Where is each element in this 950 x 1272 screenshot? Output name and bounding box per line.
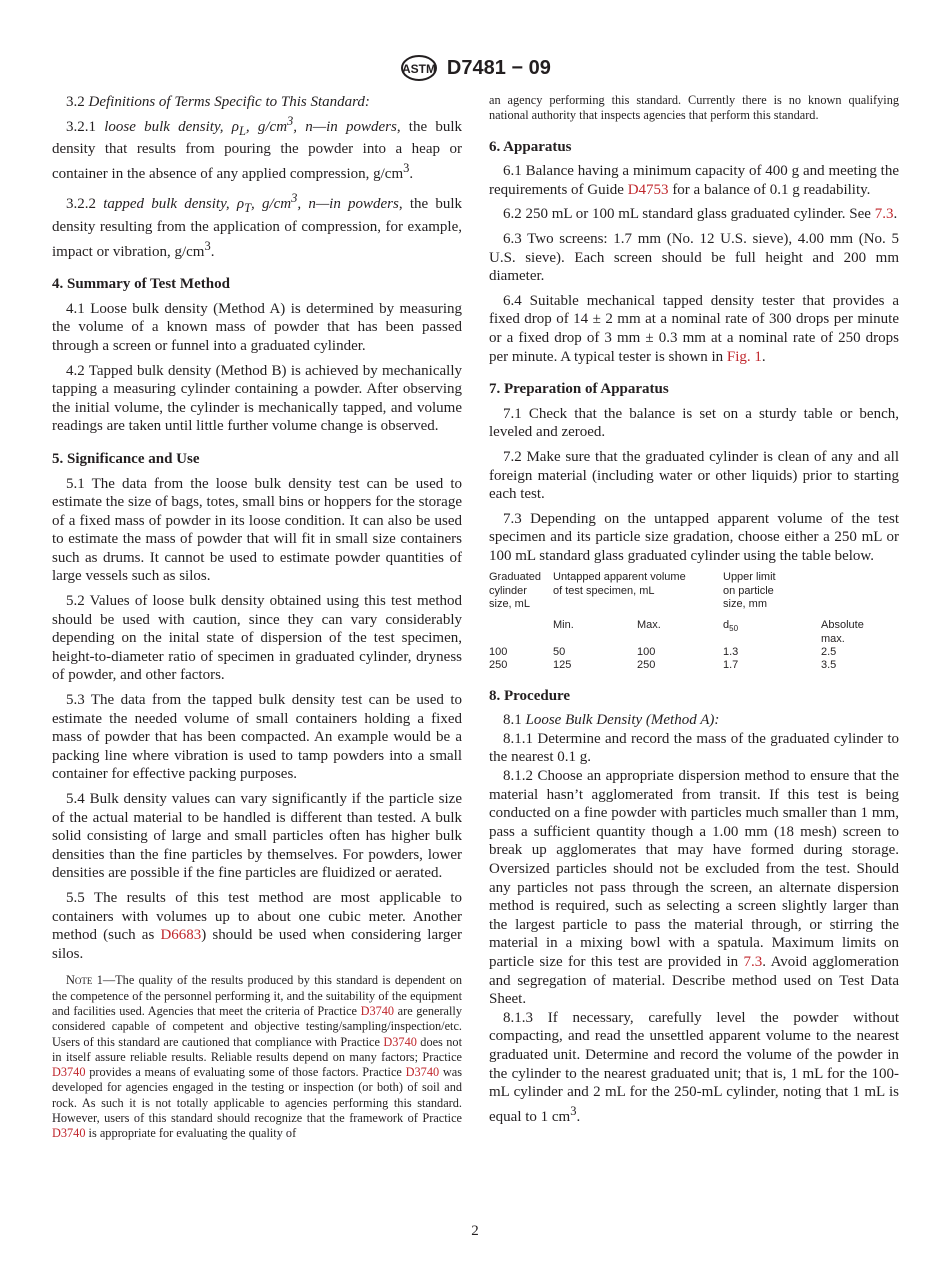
section-7-2: 7.2 Make sure that the graduated cylinder is clean of any and all foreign material (including water or other liquids) prior to starting each test. <box>489 448 899 503</box>
note-1-continued: an agency performing this standard. Currently there is no known qualifying national authority that inspects agencies that perform this standard. <box>489 93 899 123</box>
col-header-volume: Untapped apparent volume of test specimen, mL <box>553 571 686 597</box>
section-5-3: 5.3 The data from the tapped bulk density test can be used to estimate the needed volume of small containers holding a fixed mass of powder that has been compacted. An example would be a packing line where vibration is used to tamp powders into a small container for effective packing purposes. <box>52 692 462 783</box>
link-d3740[interactable]: D3740 <box>405 1065 440 1080</box>
section-6-4: 6.4 Suitable mechanical tapped density tester that provides a fixed drop of 14 ± 2 mm at a nominal rate of 300 drops per minute or a fixed drop of 3 mm ± 0.3 mm at a nominal rate of 250 drops per minute. A typical tester is shown in Fig. 1. <box>489 292 899 365</box>
subheader-absolute-max: Absolute max. <box>821 619 864 645</box>
section-8-1-2: 8.1.2 Choose an appropriate dispersion method to ensure that the material hasn’t agglomerated from transit. If this test is being conducted on a fine powder with particles much smaller than 1 mm, pass a sufficient quantity though a 1.00 mm (18 mesh) screen to break up agglomerates that may have formed during storage. Oversized particles should not be excluded from the test. Should any particles not pass through the screen, an alternate dispersion method is required, such as selecting a screen slightly larger than the largest particle to pass the material through, or stirring the material in a mixing bowl with a spatula. Maximum limits on particle size for this test are provided in 7.3. Avoid agglomeration and segregation of material. Describe method used on Test Data Sheet. <box>489 768 899 1008</box>
link-d4753[interactable]: D4753 <box>627 181 669 198</box>
col-header-particle: Upper limit on particle size, mm <box>723 571 776 611</box>
link-7-3[interactable]: 7.3 <box>743 953 763 970</box>
section-5-2: 5.2 Values of loose bulk density obtained using this test method should be used with caution, since they can vary considerably depending on the inital state of dispersion of the test specimen, height-to-diameter ratio of specimen in graduated cylinder, dryness of powder, and other factors. <box>52 593 462 684</box>
cylinder-size-table <box>489 571 899 672</box>
section-7-3: 7.3 Depending on the untapped apparent volume of the test specimen and its particle size gradation, choose either a 250 mL or 100 mL standard glass graduated cylinder using the table below. <box>489 510 899 564</box>
heading-4: 4. Summary of Test Method <box>52 276 230 293</box>
svg-text:ASTM: ASTM <box>402 62 437 76</box>
link-d3740[interactable]: D3740 <box>383 1034 417 1049</box>
heading-6: 6. Apparatus <box>489 138 572 155</box>
section-5-4: 5.4 Bulk density values can vary significantly if the particle size of the actual material to be handled is different than tested. A bulk solid consisting of large and small particles often has higher bulk densities than the fine particles by themselves. For powders, lower densities are possible if the fine particles are fluidized or aerated. <box>52 791 462 882</box>
right-column <box>489 93 899 1132</box>
left-column <box>52 93 462 1148</box>
section-3-2-2: 3.2.2 tapped bulk density, $\rho_T$, $g/cm^3$, n—in powders, the bulk density resulting from the application of compression, for example, impact or vibration, $g/cm^3$. <box>52 191 463 260</box>
section-8-1-1: 8.1.1 Determine and record the mass of the graduated cylinder to the nearest 0.1 g. <box>489 730 899 766</box>
link-fig-1[interactable]: Fig. 1 <box>726 348 762 365</box>
heading-5: 5. Significance and Use <box>52 450 200 467</box>
heading-8: 8. Procedure <box>489 687 571 704</box>
heading-7: 7. Preparation of Apparatus <box>489 381 669 398</box>
section-5-1: 5.1 The data from the loose bulk density test can be used to estimate the size of bags, totes, small bins or hoppers for the storage of a fixed mass of powder in its loose condition. It can also be used to estimate the mass of powder that will fit in small size containers such as drums. It cannot be used to estimate powder quantities of large vessels such as silos. <box>52 475 462 585</box>
section-6-3: 6.3 Two screens: 1.7 mm (No. 12 U.S. sieve), 4.00 mm (No. 5 U.S. sieve). Each screen should be full height and 200 mm diameter. <box>489 230 899 285</box>
section-3-2-1: 3.2.1 loose bulk density, $\rho_L$, $g/cm^3$, n—in powders, the bulk density that results from pouring the powder into a heap or container in the absence of any applied compression, $g/cm^3$. <box>52 113 462 182</box>
col-header-cylinder: Graduated cylinder size, mL <box>489 571 541 611</box>
table-row: 100 50 100 1.3 2.5 <box>489 646 837 659</box>
section-4-1: 4.1 Loose bulk density (Method A) is determined by measuring the volume of a known mass of powder that has been passed through a screen or funnel into a graduated cylinder. <box>52 300 462 354</box>
section-7-1: 7.1 Check that the balance is set on a sturdy table or bench, leveled and zeroed. <box>489 405 899 441</box>
link-7-3[interactable]: 7.3 <box>874 206 894 223</box>
section-3-2: 3.2 Definitions of Terms Specific to This Standard: <box>66 94 370 110</box>
link-d3740[interactable]: D3740 <box>360 1003 395 1018</box>
subheader-d50: $d_{50}$ <box>723 619 739 634</box>
page-number: 2 <box>471 1223 479 1239</box>
section-8-1: 8.1 Loose Bulk Density (Method A): <box>503 712 720 729</box>
section-5-5: 5.5 The results of this test method are most applicable to containers with volumes up to about one cubic meter. Another method (such as D6683) should be used when considering larger silos. <box>52 889 463 962</box>
link-d3740[interactable]: D3740 <box>52 1126 86 1141</box>
section-8-1-3: 8.1.3 If necessary, carefully level the powder without compacting, and read the unsettled apparent volume to the nearest graduated unit. Determine and record the volume of the powder in the cylinder to the nearest graduated unit; that is, 1 mL for the 100-mL cylinder and 2 mL for the 250-mL cylinder, noting that 1 mL is equal to 1 $cm^3$. <box>489 1009 899 1125</box>
section-6-2: 6.2 250 mL or 100 mL standard glass graduated cylinder. See 7.3. <box>503 206 898 223</box>
subheader-min: Min. <box>553 619 574 632</box>
subheader-max: Max. <box>637 619 661 632</box>
note-1: Note 1—The quality of the results produced by this standard is dependent on the competence of the personnel performing it, and the suitability of the equipment and facilities used. Agencies that meet the criteria of Practice D3740 are generally considered capable of competent and objective testing/sampling/inspection/etc. Users of this standard are cautioned that compliance with Practice D3740 does not in itself assure reliable results. Reliable results depend on many factors; Practice D3740 provides a means of evaluating some of those factors. Practice D3740 was developed for agencies engaged in the testing or inspection (or both) of soil and rock. As such it is not totally applicable to agencies performing this standard. However, users of this standard should recognize that the framework of Practice D3740 is appropriate for evaluating the quality of <box>52 973 462 1141</box>
section-4-2: 4.2 Tapped bulk density (Method B) is achieved by mechanically tapping a measuring cylinder containing a powder. After observing the initial volume, the cylinder is mechanically tapped, and volume readings are taken until little further volume change is observed. <box>52 362 462 435</box>
section-6-1: 6.1 Balance having a minimum capacity of 400 g and meeting the requirements of Guide D4753 for a balance of 0.1 g readability. <box>489 163 899 198</box>
table-row: 250 125 250 1.7 3.5 <box>489 659 837 672</box>
link-d3740[interactable]: D3740 <box>52 1065 86 1080</box>
page-header <box>0 54 950 82</box>
link-d6683[interactable]: D6683 <box>160 927 202 944</box>
document-id: D7481 − 09 <box>446 56 551 79</box>
astm-logo-icon <box>399 54 439 82</box>
